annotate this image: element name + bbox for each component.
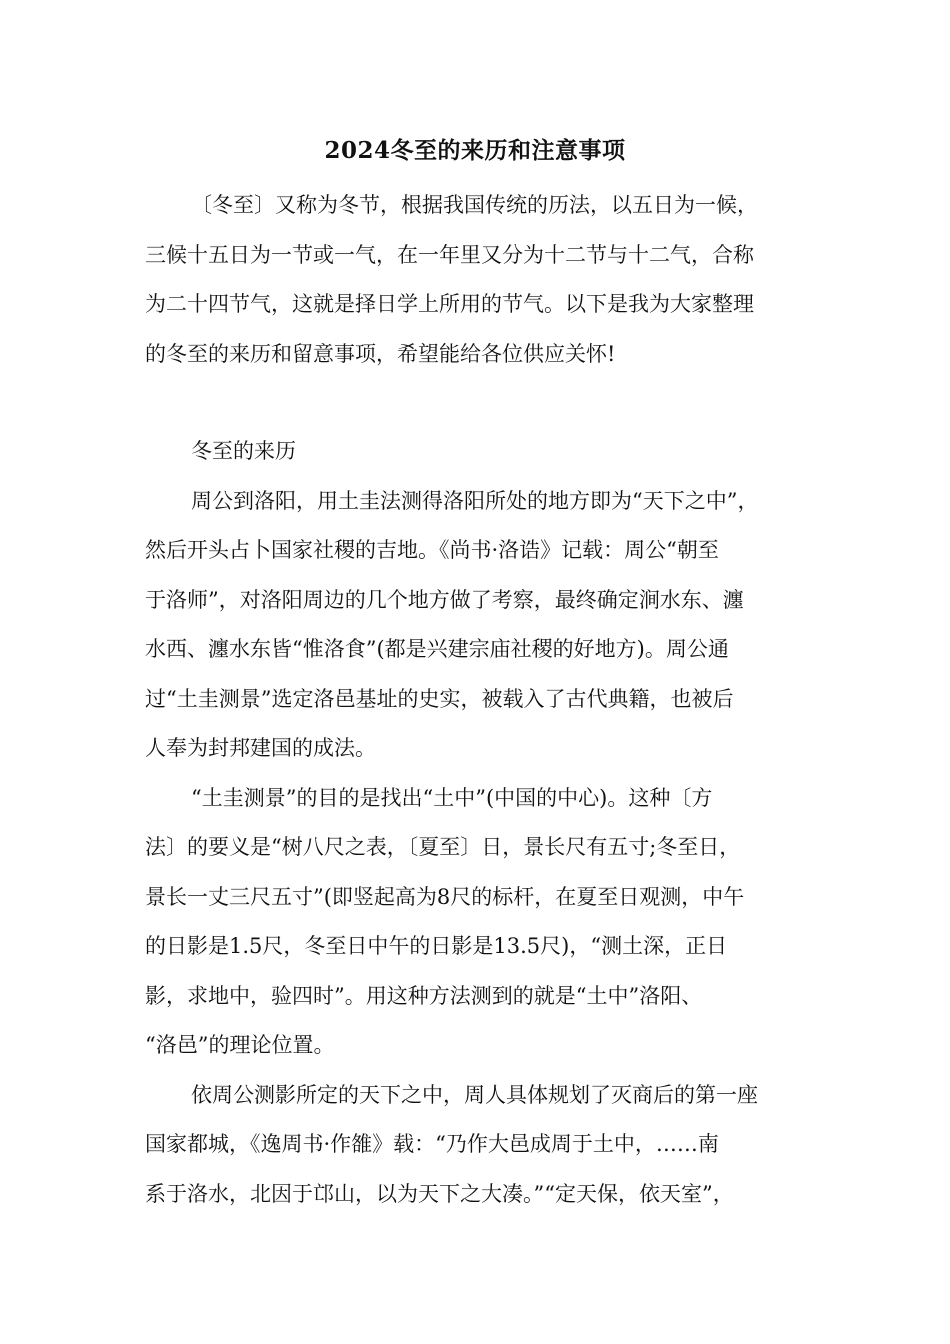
text-line: “土圭测景”的目的是找出“土中”(中国的中心)。这种〔方: [191, 785, 713, 810]
text-line: 水西、瀍水东皆“惟洛食”(都是兴建宗庙社稷的好地方)。周公通: [145, 637, 729, 661]
intro-text: [145, 181, 810, 379]
text-line: 周公到洛阳，用土圭法测得洛阳所处的地方即为“天下之中”，: [191, 488, 759, 513]
text-line: 为二十四节气，这就是择日学上所用的节气。以下是我为大家整理: [145, 292, 754, 316]
intro-paragraph: [145, 181, 810, 379]
text-line: 的日影是1.5尺，冬至日中午的日影是13.5尺)，“测土深，正日: [145, 934, 728, 958]
section-heading: 冬至的来历: [191, 439, 296, 463]
document-body: [145, 427, 810, 1219]
text-line: 国家都城，《逸周书·作雒》载：“乃作大邑成周于土中，……南: [145, 1132, 719, 1156]
text-line: 系于洛水，北因于邙山，以为天下之大凑。”“定天保，依天室”，: [145, 1181, 734, 1206]
paragraph-1: [145, 477, 810, 774]
text-line: 依周公测影所定的天下之中，周人具体规划了灭商后的第一座: [191, 1082, 758, 1107]
text-line: 景长一丈三尺五寸”(即竖起高为8尺的标杆，在夏至日观测，中午: [145, 884, 745, 909]
text-line: 然后开头占卜国家社稷的吉地。《尚书·洛诰》记载：周公“朝至: [145, 538, 719, 562]
text-line: 法〕的要义是“树八尺之表，〔夏至〕日，景长尺有五寸;冬至日，: [145, 835, 741, 859]
text-line: 于洛师”，对洛阳周边的几个地方做了考察，最终确定涧水东、瀍: [145, 587, 744, 612]
text-line: 三候十五日为一节或一气，在一年里又分为十二节与十二气，合称: [145, 242, 754, 267]
text-line: 〔冬至〕又称为冬节，根据我国传统的历法，以五日为一候，: [191, 193, 758, 217]
text-line: 的冬至的来历和留意事项，希望能给各位供应关怀!: [145, 341, 616, 366]
paragraph-2: [145, 774, 810, 1071]
text-line: “洛邑”的理论位置。: [145, 1033, 335, 1057]
text-line: 影，求地中，验四时”。用这种方法测到的就是“土中”洛阳、: [145, 983, 703, 1008]
text-line: 过“土圭测景”选定洛邑基址的史实，被载入了古代典籍，也被后: [145, 686, 734, 711]
document-title: 2024冬至的来历和注意事项: [324, 137, 626, 164]
text-line: 人奉为封邦建国的成法。: [145, 736, 376, 760]
paragraph-3: [145, 1071, 810, 1220]
